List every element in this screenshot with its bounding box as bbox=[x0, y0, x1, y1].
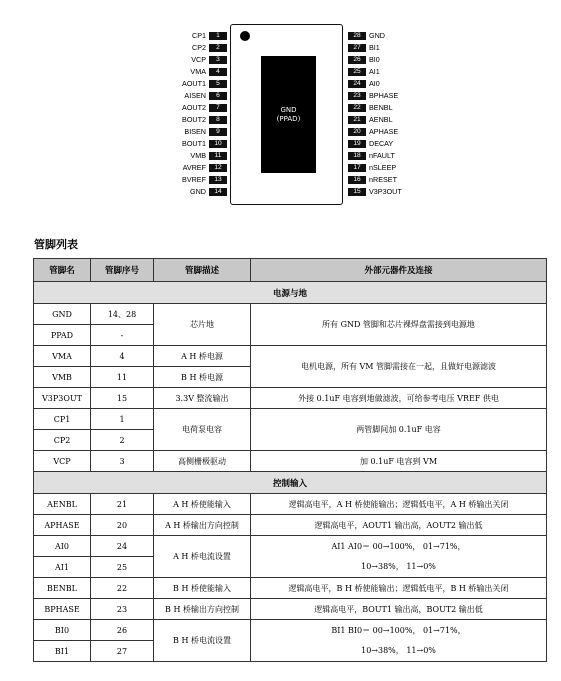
table-row bbox=[34, 599, 547, 620]
section-title: 控制输入 bbox=[34, 472, 547, 494]
pin-name-label: AOUT2 bbox=[182, 103, 206, 112]
pin-name-label: AISEN bbox=[184, 91, 206, 100]
pin-name-label: BOUT1 bbox=[182, 139, 206, 148]
pin-number-box: 3 bbox=[209, 56, 227, 64]
pin-number-box: 19 bbox=[348, 140, 366, 148]
table-row bbox=[34, 536, 547, 557]
pin-right bbox=[348, 187, 402, 196]
pin-right bbox=[348, 127, 398, 136]
table-row bbox=[34, 578, 547, 599]
pin-number: 26 bbox=[91, 620, 154, 641]
pin-number-box: 7 bbox=[209, 104, 227, 112]
pin-number-box: 17 bbox=[348, 164, 366, 172]
pin-name-label: DECAY bbox=[369, 139, 394, 148]
table-row bbox=[34, 409, 547, 430]
pin-name-label: CP2 bbox=[192, 43, 206, 52]
pin-name-label: CP1 bbox=[192, 31, 206, 40]
pin-desc: 高侧栅极驱动 bbox=[154, 451, 251, 472]
pin-number-box: 11 bbox=[209, 152, 227, 160]
pin-number-box: 25 bbox=[348, 68, 366, 76]
pin-name: BENBL bbox=[34, 578, 91, 599]
pin-name-label: GND bbox=[190, 187, 206, 196]
pin-number: 21 bbox=[91, 494, 154, 515]
pin-number: 20 bbox=[91, 515, 154, 536]
pin-connection: 逻辑高电平，AOUT1 输出高，AOUT2 输出低 bbox=[251, 515, 547, 536]
pin-right bbox=[348, 115, 393, 124]
pin-name-label: BISEN bbox=[184, 127, 206, 136]
pin-name-label: BI0 bbox=[369, 55, 380, 64]
header-cell: 外部元器件及连接 bbox=[251, 259, 547, 282]
pin-number-box: 26 bbox=[348, 56, 366, 64]
pin-desc: 3.3V 整流输出 bbox=[154, 388, 251, 409]
pin-desc: A H 桥输出方向控制 bbox=[154, 515, 251, 536]
pin-connection: 逻辑高电平，A H 桥使能输出；逻辑低电平，A H 桥输出关闭 bbox=[251, 494, 547, 515]
pin-left bbox=[191, 55, 227, 64]
section-heading: 管脚列表 bbox=[34, 238, 78, 251]
pin-number: 15 bbox=[91, 388, 154, 409]
pin-number-box: 13 bbox=[209, 176, 227, 184]
pin-number-box: 10 bbox=[209, 140, 227, 148]
pin-name-label: AVREF bbox=[182, 163, 206, 172]
pin-number-box: 28 bbox=[348, 32, 366, 40]
pin-right bbox=[348, 151, 395, 160]
pin-number-box: 5 bbox=[209, 80, 227, 88]
pin-desc: B H 桥使能输入 bbox=[154, 578, 251, 599]
pin-name: BI0 bbox=[34, 620, 91, 641]
pin-number-box: 14 bbox=[209, 188, 227, 196]
pin-name: PPAD bbox=[34, 325, 91, 346]
header-cell: 管脚名 bbox=[34, 259, 91, 282]
pin-name-label: VMA bbox=[190, 67, 206, 76]
pin-number-box: 6 bbox=[209, 92, 227, 100]
pin-number-box: 18 bbox=[348, 152, 366, 160]
pin-left bbox=[182, 139, 227, 148]
header-cell: 管脚描述 bbox=[154, 259, 251, 282]
pad-label-sub: (PPAD) bbox=[276, 114, 301, 123]
section-title: 电源与地 bbox=[34, 282, 547, 304]
pin-left bbox=[190, 187, 227, 196]
pin-number-box: 20 bbox=[348, 128, 366, 136]
pin-number: 3 bbox=[91, 451, 154, 472]
pin-connection: 两管脚间加 0.1uF 电容 bbox=[251, 409, 547, 451]
pin-number-box: 21 bbox=[348, 116, 366, 124]
pin-right bbox=[348, 31, 385, 40]
pin-number: 4 bbox=[91, 346, 154, 367]
pin-number: - bbox=[91, 325, 154, 346]
table-row bbox=[34, 641, 547, 662]
pin-number: 1 bbox=[91, 409, 154, 430]
pin-number-box: 9 bbox=[209, 128, 227, 136]
pin-left bbox=[184, 91, 227, 100]
pin-number: 11 bbox=[91, 367, 154, 388]
pin-left bbox=[184, 127, 227, 136]
pin-name-label: V3P3OUT bbox=[369, 187, 402, 196]
pin-desc: B H 桥电流设置 bbox=[154, 620, 251, 662]
pin-number-box: 2 bbox=[209, 44, 227, 52]
pin-name-label: BOUT2 bbox=[182, 115, 206, 124]
pin-name-label: nFAULT bbox=[369, 151, 395, 160]
pin-number: 2 bbox=[91, 430, 154, 451]
pin-left bbox=[183, 163, 227, 172]
pin-name-label: BVREF bbox=[182, 175, 206, 184]
pin-connection: 10→38%， 11→0% bbox=[251, 557, 547, 578]
pin-number-box: 23 bbox=[348, 92, 366, 100]
pin-number-box: 4 bbox=[209, 68, 227, 76]
pin-connection: 电机电源，所有 VM 管脚需接在一起，且做好电源滤波 bbox=[251, 346, 547, 388]
pin-name-label: AOUT1 bbox=[182, 79, 206, 88]
pin-name-label: AI1 bbox=[369, 67, 380, 76]
pin-number-box: 22 bbox=[348, 104, 366, 112]
pin-name: CP1 bbox=[34, 409, 91, 430]
pin-number-box: 27 bbox=[348, 44, 366, 52]
pin-name: VMB bbox=[34, 367, 91, 388]
table-row bbox=[34, 451, 547, 472]
pin-name-label: VMB bbox=[190, 151, 206, 160]
pin-name: BI1 bbox=[34, 641, 91, 662]
pin-desc: 电荷泵电容 bbox=[154, 409, 251, 451]
pin-name: APHASE bbox=[34, 515, 91, 536]
table-row bbox=[34, 620, 547, 641]
pin-name-label: BENBL bbox=[369, 103, 393, 112]
table-row bbox=[34, 346, 547, 367]
pin-number-box: 8 bbox=[209, 116, 227, 124]
pin-right bbox=[348, 139, 393, 148]
exposed-pad bbox=[261, 56, 316, 173]
pin-name-label: GND bbox=[369, 31, 385, 40]
header-cell: 管脚序号 bbox=[91, 259, 154, 282]
pin-number: 27 bbox=[91, 641, 154, 662]
pin-right bbox=[348, 103, 393, 112]
pin-left bbox=[182, 115, 227, 124]
pin-number-box: 12 bbox=[209, 164, 227, 172]
pin-number: 25 bbox=[91, 557, 154, 578]
pin-connection: 逻辑高电平，B H 桥使能输出；逻辑低电平，B H 桥输出关闭 bbox=[251, 578, 547, 599]
pin-right bbox=[348, 67, 380, 76]
pin-number-box: 15 bbox=[348, 188, 366, 196]
pin-right bbox=[348, 163, 396, 172]
pin-name: AI0 bbox=[34, 536, 91, 557]
pin-number: 14、28 bbox=[91, 304, 154, 325]
pin-connection: 逻辑高电平，BOUT1 输出高，BOUT2 输出低 bbox=[251, 599, 547, 620]
pin-connection: BI1 BI0＝ 00→100%， 01→71%， bbox=[251, 620, 547, 641]
pin-table bbox=[33, 258, 547, 662]
pin1-marker bbox=[240, 31, 250, 41]
pin-connection: 所有 GND 管脚和芯片裸焊盘需接到电源地 bbox=[251, 304, 547, 346]
pin-name-label: BI1 bbox=[369, 43, 380, 52]
pin-left bbox=[192, 43, 227, 52]
pin-left bbox=[192, 31, 227, 40]
pin-name: AENBL bbox=[34, 494, 91, 515]
pin-left bbox=[182, 175, 227, 184]
table-row bbox=[34, 557, 547, 578]
pin-desc: B H 桥输出方向控制 bbox=[154, 599, 251, 620]
pad-label: GND bbox=[280, 105, 297, 114]
pin-left bbox=[190, 67, 227, 76]
pin-left bbox=[182, 79, 227, 88]
table-row bbox=[34, 515, 547, 536]
pin-number-box: 1 bbox=[209, 32, 227, 40]
section-row bbox=[34, 282, 547, 304]
pin-number: 24 bbox=[91, 536, 154, 557]
pin-number-box: 24 bbox=[348, 80, 366, 88]
pin-name-label: nRESET bbox=[369, 175, 397, 184]
pin-right bbox=[348, 43, 380, 52]
table-row bbox=[34, 388, 547, 409]
pin-name-label: BPHASE bbox=[369, 91, 399, 100]
pin-right bbox=[348, 91, 398, 100]
pin-name-label: VCP bbox=[191, 55, 206, 64]
table-header-row bbox=[34, 259, 547, 282]
pin-name: AI1 bbox=[34, 557, 91, 578]
pin-name: VCP bbox=[34, 451, 91, 472]
pin-right bbox=[348, 79, 380, 88]
pin-connection: 外接 0.1uF 电容到地做滤波，可给参考电压 VREF 供电 bbox=[251, 388, 547, 409]
pin-name-label: AI0 bbox=[369, 79, 380, 88]
pin-connection: 加 0.1uF 电容到 VM bbox=[251, 451, 547, 472]
pin-right bbox=[348, 55, 380, 64]
ic-package bbox=[230, 24, 343, 205]
pin-number: 23 bbox=[91, 599, 154, 620]
pin-desc: A H 桥电源 bbox=[154, 346, 251, 367]
table-row bbox=[34, 304, 547, 325]
table-row bbox=[34, 494, 547, 515]
pin-desc: 芯片地 bbox=[154, 304, 251, 346]
pin-name: BPHASE bbox=[34, 599, 91, 620]
pin-name: GND bbox=[34, 304, 91, 325]
pin-name: V3P3OUT bbox=[34, 388, 91, 409]
pin-right bbox=[348, 175, 397, 184]
pin-connection: AI1 AI0＝ 00→100%， 01→71%， bbox=[251, 536, 547, 557]
pin-name: VMA bbox=[34, 346, 91, 367]
pin-desc: B H 桥电源 bbox=[154, 367, 251, 388]
pin-left bbox=[182, 103, 227, 112]
pin-name-label: APHASE bbox=[369, 127, 399, 136]
pin-left bbox=[190, 151, 227, 160]
pin-connection: 10→38%， 11→0% bbox=[251, 641, 547, 662]
pin-desc: A H 桥使能输入 bbox=[154, 494, 251, 515]
pin-desc: A H 桥电流设置 bbox=[154, 536, 251, 578]
pin-number: 22 bbox=[91, 578, 154, 599]
section-row bbox=[34, 472, 547, 494]
pin-name-label: AENBL bbox=[369, 115, 393, 124]
pin-name-label: nSLEEP bbox=[369, 163, 397, 172]
pin-number-box: 16 bbox=[348, 176, 366, 184]
pin-name: CP2 bbox=[34, 430, 91, 451]
